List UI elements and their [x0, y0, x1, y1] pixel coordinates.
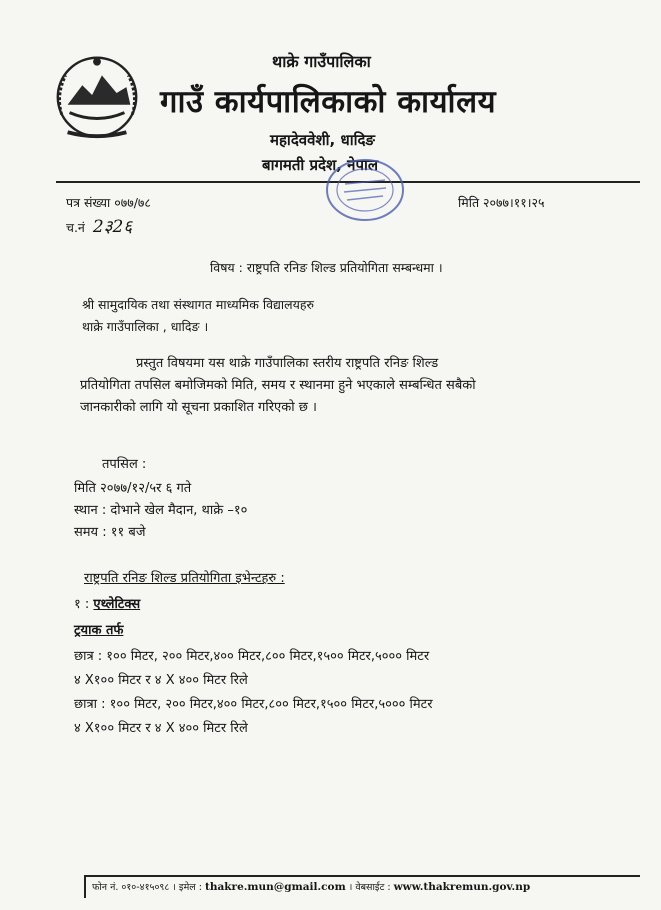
address-line-2: बागमती प्रदेश, नेपाल: [262, 156, 379, 174]
event-time: समय : ११ बजे: [74, 525, 146, 540]
dispatch-label: च.नं: [66, 220, 85, 235]
office-title: गाउँ कार्यपालिकाको कार्यालय: [160, 84, 497, 120]
details-heading: तपसिल :: [102, 457, 147, 472]
boys-events-line-1: छात्र : १०० मिटर, २०० मिटर,४०० मिटर,८०० मिटर,१५०० मिटर,५००० मिटर: [74, 649, 430, 664]
office-stamp-icon: [320, 150, 410, 230]
letter-subject: विषय : राष्ट्रपति रनिङ शिल्ड प्रतियोगिता सम्बन्धमा ।: [210, 260, 443, 275]
footer-website-label: । वेबसाईट :: [348, 882, 391, 893]
body-line: जानकारीको लागि यो सूचना प्रकाशित गरिएको छ ।: [80, 400, 317, 415]
events-category-number: १ :: [74, 597, 90, 612]
events-category-name: एथ्लेटिक्स: [93, 597, 141, 612]
footer-marker: [84, 876, 86, 898]
body-line: प्रस्तुत विषयमा यस थाक्रे गाउँपालिका स्तरीय राष्ट्रपति रनिङ शिल्ड: [136, 356, 439, 371]
event-venue: स्थान : दोभाने खेल मैदान, थाक्रे –१०: [74, 503, 248, 518]
municipality-name: थाक्रे गाउँपालिका: [272, 52, 371, 71]
events-title: राष्ट्रपति रनिङ शिल्ड प्रतियोगिता इभेन्टहरु :: [84, 571, 285, 586]
boys-events-line-2: ४ X१०० मिटर र ४ X ४०० मिटर रिले: [74, 673, 248, 688]
footer-email[interactable]: thakre.mun@gmail.com: [204, 881, 346, 893]
girls-events-line-1: छात्रा : १०० मिटर, २०० मिटर,४०० मिटर,८०० मिटर,१५०० मिटर,५००० मिटर: [74, 697, 433, 712]
addressee-line-1: श्री सामुदायिक तथा संस्थागत माध्यमिक विद्यालयहरु: [82, 297, 314, 312]
body-line: प्रतियोगिता तपसिल बमोजिमको मिति, समय र स्थानमा हुने भएकाले सम्बन्धित सबैको: [80, 378, 476, 393]
dispatch-number: [66, 214, 132, 237]
footer-contact: [92, 880, 530, 893]
letter-date: मिति २०७७।११।२५: [458, 195, 545, 210]
letter-body: [80, 353, 568, 419]
event-date: मिति २०७७/१२/५र ६ गते: [74, 481, 192, 496]
addressee-line-2: थाक्रे गाउँपालिका , धादिङ ।: [82, 319, 209, 334]
footer-website[interactable]: www.thakremun.gov.np: [393, 881, 531, 893]
track-heading: ट्रयाक तर्फ: [74, 623, 124, 638]
reference-number: पत्र संख्या ०७७/७८: [66, 195, 151, 210]
girls-events-line-2: ४ X१०० मिटर र ४ X ४०० मिटर रिले: [74, 721, 248, 736]
footer-divider: [84, 875, 640, 877]
address-line-1: महादेववेशी, धादिङ: [270, 131, 375, 149]
footer-phone: फोन नं. ०१०-४१५०९८ । इमेल :: [92, 882, 202, 893]
events-category: [74, 594, 140, 612]
dispatch-number-value: 2३2६: [92, 217, 133, 237]
nepal-emblem-icon: [48, 46, 146, 144]
